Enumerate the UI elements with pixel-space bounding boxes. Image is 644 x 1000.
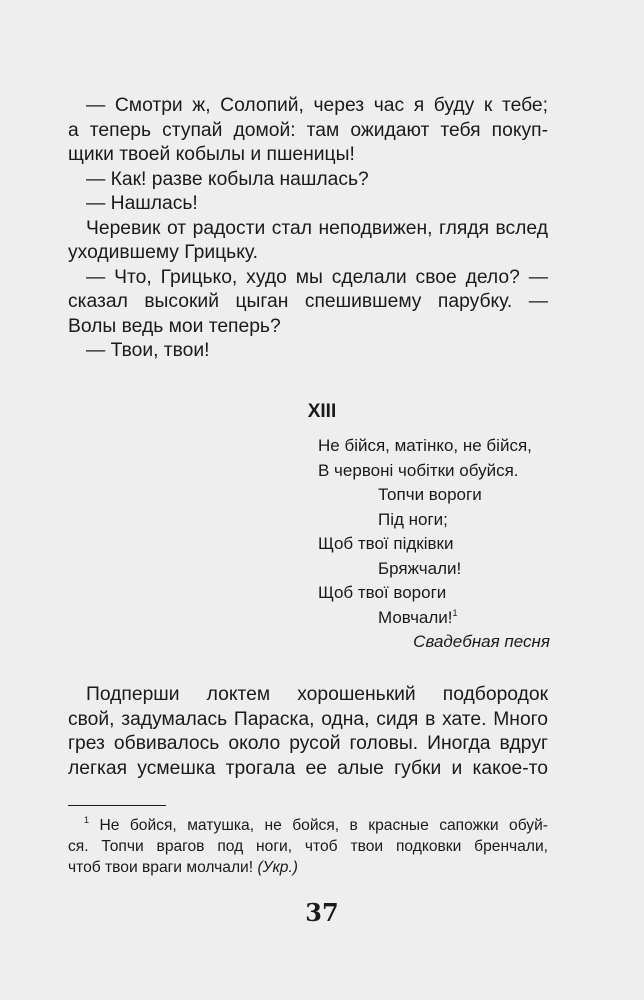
verse-line [318,557,550,582]
footnote-line-1 [68,815,548,836]
verse-line-text: Під ноги; [378,509,448,529]
paragraph-line: легкая усмешка трогала ее алые губки и какое-то [68,757,548,779]
verse-line [318,483,550,508]
verse-line-text: Щоб твої підківки [318,534,454,553]
verse-line [318,434,550,459]
verse-line-text: Бряжчали! [378,558,462,578]
footnote-line-1-text: Не бойся, матушка, не бойся, в красные сапожки обуй- [99,817,548,834]
dialogue-line: сказал высокий цыган спешившему парубку. — [68,291,548,312]
verse-line [318,606,550,631]
epigraph-verse [318,434,550,655]
footnote-line-2: ся. Топчи врагов под ноги, чтоб твои подковки бренчали, [68,838,548,855]
dialogue-line: — Смотри ж, Солопий, через час я буду к тебе; [86,95,548,116]
footnote-mark: 1 [84,815,90,825]
dialogue-line: щики твоей кобылы и пшеницы! [68,144,355,165]
dialogue-line: Черевик от радости стал неподвижен, глядя вслед [86,217,548,239]
dialogue-text-block [68,94,548,364]
footnote [68,815,548,878]
footnote-line-3 [68,857,548,878]
dialogue-line: — Твои, твои! [86,340,210,361]
footnote-language-note: (Укр.) [257,859,298,876]
verse-line [318,508,550,533]
dialogue-line: — Как! разве кобыла нашлась? [86,168,369,190]
paragraph-line: грез обвивалось около русой головы. Иногда вдруг [68,733,548,754]
paragraph-line: свой, задумалась Параска, одна, сидя в хате. Много [68,708,548,730]
dialogue-line: уходившему Грицьку. [68,242,258,263]
chapter-heading: XIII [307,401,337,422]
verse-line-text: Не бійся, матінко, не бійся, [318,436,532,455]
epigraph-source: Свадебная песня [413,632,550,651]
paragraph-line: Подперши локтем хорошенький подбородок [86,684,548,705]
verse-line [318,581,550,606]
dialogue-line: — Нашлась! [86,193,198,214]
verse-line-text: В червоні чобітки обуйся. [318,460,519,480]
verse-footnote-mark: 1 [452,607,458,618]
narrative-paragraph [68,683,548,781]
verse-line [318,459,550,484]
dialogue-line: а теперь ступай домой: там ожидают тебя покуп- [68,119,548,141]
verse-line-text: Топчи вороги [378,485,482,504]
footnote-line-3-text: чтоб твои враги молчали! [68,859,254,876]
verse-line-text: Мовчали! [378,607,453,627]
footnote-separator [68,805,166,806]
page-number: 37 [305,898,339,927]
dialogue-line: — Что, Грицько, худо мы сделали свое дело? — [86,266,548,288]
dialogue-line: Волы ведь мои теперь? [68,315,281,337]
verse-line [318,532,550,557]
verse-line-text: Щоб твої вороги [318,583,447,602]
